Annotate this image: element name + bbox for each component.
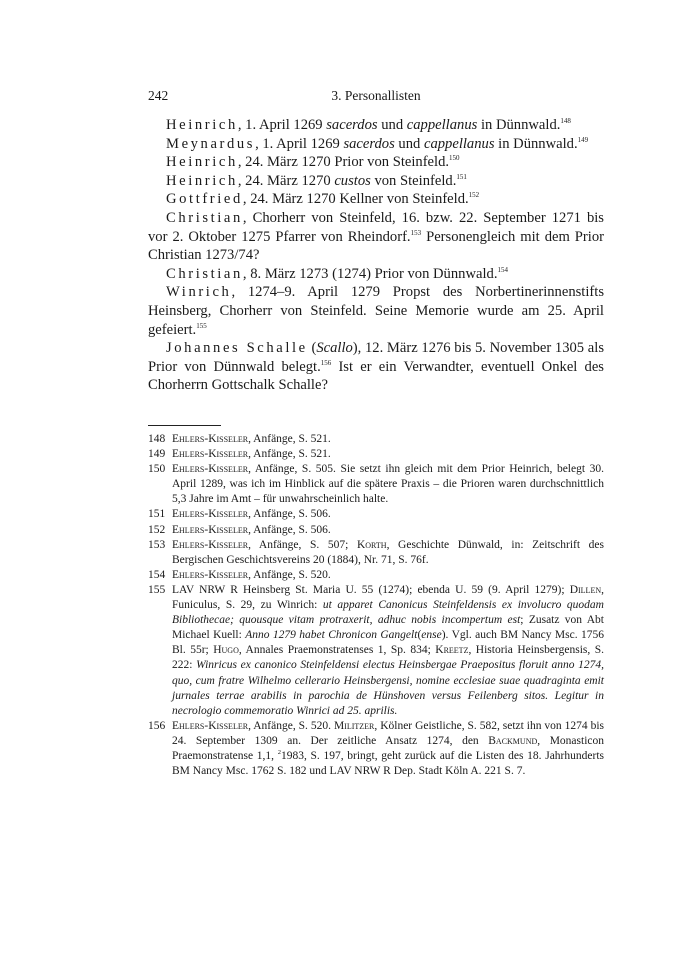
entry: Christian, Chorherr von Steinfeld, 16. bzw. 22. September 1271 bis vor 2. Oktober 1275 Pfarrer von Rheindorf.$^{153}$ Personengleich mit dem Prior Christian 1273/74? — [148, 209, 604, 264]
footnote-ref[interactable]: 149 — [577, 135, 589, 144]
person-name: Gottfried — [166, 191, 243, 208]
running-title: 3. Personallisten — [331, 88, 421, 103]
footnote-ref[interactable]: 155 — [196, 321, 207, 330]
footnote-number: 154 — [148, 568, 166, 581]
person-name: Heinrich — [166, 117, 238, 133]
author-name: Ehlers-Kisseler — [172, 433, 249, 445]
author-name: Dillen — [569, 583, 602, 596]
author-name: Ehlers-Kisseler — [172, 448, 249, 461]
page-number: 242 — [148, 88, 169, 103]
footnote-number: 150 — [148, 463, 166, 476]
entry: Gottfried, 24. März 1270 Kellner von Steinfeld.$^{152}$ — [166, 191, 480, 208]
author-name: Ehlers-Kisseler — [172, 463, 249, 476]
entry: Christian, 8. März 1273 (1274) Prior von Dünnwald.$^{154}$ — [166, 265, 508, 282]
author-name: Militzer — [333, 719, 375, 732]
footnote-ref[interactable]: 148 — [560, 117, 571, 125]
footnote-number: 153 — [148, 538, 166, 551]
footnote-number: 152 — [148, 523, 166, 536]
footnote-ref[interactable]: 150 — [449, 154, 460, 163]
person-name: Winrich — [166, 284, 232, 301]
person-name: Heinrich — [166, 172, 238, 189]
footnote-number: 156 — [148, 719, 166, 732]
latin-quote: Winricus ex canonico Steinfeldensi electus Heinsbergae Praepositus floruit anno 1274, quo, cum fratre Wilhelmo cellerario Heinsbergensi, nomine ecclesiae suae quadraginta emit jurnales terrae arabilis in parochia de Hünshoven versus Feilenberg sitos. Legitur in necrologio commemoratio Winrici ad 25. aprilis. — [172, 659, 604, 717]
footnotes — [148, 432, 604, 779]
footnote-ref[interactable]: 156 — [320, 358, 332, 367]
author-name: Ehlers-Kisseler — [172, 508, 249, 521]
main-text — [148, 116, 604, 395]
footnote-number: 148 — [148, 433, 166, 445]
author-name: Ehlers-Kisseler — [172, 719, 249, 732]
person-name: Heinrich — [166, 154, 238, 171]
footnote: 156 Ehlers-Kisseler, Anfänge, S. 520. Militzer, Kölner Geistliche, S. 582, setzt ihn von 1274 bis 24. September 1309 an. Der zeitliche Ansatz 1274, den Backmund, Monasticon Praemonstratense 1,1, $^2$1983, S. 197, bringt, geht zurück auf die Listen des 18. Jahrhunderts BM Nancy Msc. 1762 S. 182 und LAV NRW R Dep. Stadt Köln A. 221 S. 7. — [148, 719, 604, 778]
latin-quote: ut apparet Canonicus Steinfeldensis ex involucro quodam Bibliothecae; quousque vitam protraxerit, adhuc nobis incompertum est — [172, 599, 604, 627]
footnote: 150 Ehlers-Kisseler, Anfänge, S. 505. Sie setzt ihn gleich mit dem Prior Heinrich, belegt 30. April 1289, was ich im Hinblick auf die spätere Praxis – die Prioren waren durchschnittlich 5,3 Jahre im Amt – für unwahrscheinlich halte. — [148, 463, 604, 506]
footnote: 154 Ehlers-Kisseler, Anfänge, S. 520. — [148, 568, 604, 583]
footnote-number: 155 — [148, 583, 166, 596]
author-name: Ehlers-Kisseler — [172, 538, 249, 551]
footnote-ref[interactable]: 151 — [456, 172, 467, 181]
person-name: Christian — [166, 209, 243, 226]
edition-superscript: 2 — [277, 748, 281, 756]
author-name: Backmund — [488, 734, 538, 747]
author-name: Hugo — [213, 644, 239, 657]
entry: Heinrich, 24. März 1270 Prior von Steinfeld.$^{150}$ — [166, 154, 460, 171]
author-name: Ehlers-Kisseler — [172, 523, 249, 536]
footnote: 149 Ehlers-Kisseler, Anfänge, S. 521. — [148, 447, 604, 462]
footnote-separator — [148, 425, 221, 426]
entry: Johannes Schalle (Scallo), 12. März 1276 bis 5. November 1305 als Prior von Dünnwald belegt.$^{156}$ Ist er ein Verwandter, eventuell Onkel des Chorherrn Gottschalk Schalle? — [148, 340, 604, 394]
person-name: Christian — [166, 265, 243, 282]
footnote: 152 Ehlers-Kisseler, Anfänge, S. 506. — [148, 523, 604, 538]
footnote-ref[interactable]: 154 — [497, 265, 508, 274]
author-name: Korth — [356, 538, 387, 551]
author-name: Kreetz — [435, 644, 469, 657]
entry: Winrich, 1274–9. April 1279 Propst des Norbertinerinnenstifts Heinsberg, Chorherr von Steinfeld. Seine Memorie wurde am 25. April gefeiert.$^{155}$ — [148, 284, 604, 338]
person-name: Meynardus — [166, 135, 256, 152]
page-header — [148, 88, 604, 106]
entry: Heinrich, 1. April 1269 sacerdos und cappellanus in Dünnwald.$^{148}$ — [166, 117, 571, 133]
footnote: 155 LAV NRW R Heinsberg St. Maria U. 55 (1274); ebenda U. 59 (9. April 1279); Dillen, Funiculus, S. 29, zu Winrich: ut apparet Canonicus Steinfeldensis ex involucro quodam Bibliothecae; quousque vitam protraxerit, adhuc nobis incompertum est; Zusatz von Abt Michael Kuell: Anno 1279 habet Chronicon Gangelt(ense). Vgl. auch BM Nancy Msc. 1756 Bl. 55r; Hugo, Annales Praemonstratenses 1, Sp. 834; Kreetz, Historia Heinsbergensis, S. 222: Winricus ex canonico Steinfeldensi electus Heinsbergae Praepositus floruit anno 1274, quo, cum fratre Wilhelmo cellerario Heinsbergensi, nomine ecclesiae suae quadraginta emit jurnales terrae arabilis in parochia de Hünshoven versus Feilenberg sitos. Legitur in necrologio commemoratio Winrici ad 25. aprilis. — [148, 583, 605, 717]
entry: Meynardus, 1. April 1269 sacerdos und cappellanus in Dünnwald.$^{149}$ — [166, 135, 589, 152]
footnote: 148 Ehlers-Kisseler, Anfänge, S. 521. — [148, 432, 604, 447]
entry: Heinrich, 24. März 1270 custos von Steinfeld.$^{151}$ — [166, 172, 467, 189]
footnote-number: 151 — [148, 508, 166, 521]
footnote: 153 Ehlers-Kisseler, Anfänge, S. 507; Korth, Geschichte Dünwald, in: Zeitschrift des Bergischen Geschichtsvereins 20 (1884), Nr. 71, S. 76f. — [148, 538, 604, 566]
footnote-number: 149 — [148, 448, 166, 461]
author-name: Ehlers-Kisseler — [172, 568, 249, 581]
person-name: Johannes Schalle — [166, 340, 308, 357]
footnote-ref[interactable]: 153 — [410, 228, 422, 237]
footnote: 151 Ehlers-Kisseler, Anfänge, S. 506. — [148, 507, 604, 522]
footnote-ref[interactable]: 152 — [468, 191, 480, 200]
